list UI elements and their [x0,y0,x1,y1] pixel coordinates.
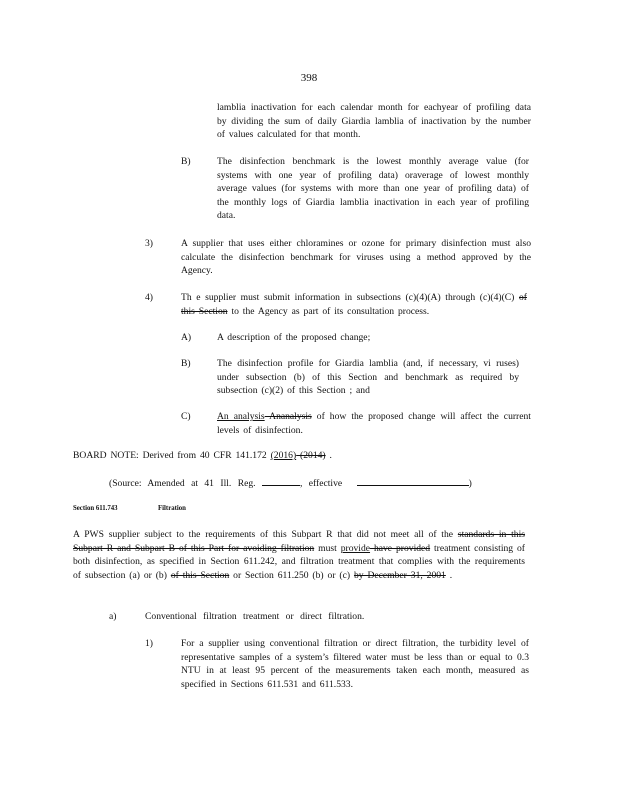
underlined-text: provide [340,542,371,554]
source-note [109,476,529,491]
item-b2-label: B) [181,358,191,369]
item-c-label: C) [181,411,191,422]
para-text: or Section 611.250 (b) or (c) [229,569,354,581]
page-number: 398 [300,72,318,84]
item-3-label: 3) [145,238,153,249]
item-1-label: 1) [145,638,153,649]
item-4-text [181,291,527,318]
section-paragraph [73,528,525,582]
source-text: ) [468,478,472,489]
board-note [73,449,533,463]
struck-text: (2014) [296,450,326,461]
para-text: . [445,569,453,581]
section-number: Section 611.743 [73,505,118,512]
board-note-text: BOARD NOTE: Derived from 40 CFR 141.172 [73,450,271,461]
item-b-label: B) [181,156,191,167]
board-note-text: . [325,450,332,461]
item-c-text [217,410,531,437]
item-4-label: 4) [145,292,153,303]
item-a-label: A) [181,332,192,343]
item-c-text-part: of how the proposed change will affect the current levels of disinfection. [217,411,531,436]
struck-text: Ananalysis [264,411,312,422]
continuation-paragraph: lamblia inactivation for each calendar month for eachyear of profiling data by dividing the sum of daily Giardia lamblia of inactivation by the number of values calculated for that month. [217,102,531,141]
section-title: Filtration [158,505,186,512]
struck-text: by December 31, 2001 [353,569,446,581]
underlined-text: An analysis [217,411,265,422]
para-text: A PWS supplier subject to the requirements of this Subpart R that did not meet all of the [73,529,458,540]
item-a-lower-label: a) [109,611,117,622]
para-text: must [314,542,341,554]
blank-line [357,476,469,486]
item-3-text: A supplier that uses either chloramines or ozone for primary disinfection must also calculate the disinfection benchmark for viruses using a method approved by the Agency. [181,238,531,277]
struck-text: of this Section [181,292,527,317]
item-b2-text: The disinfection profile for Giardia lamblia (and, if necessary, vi ruses) under subsection (b) of this Section and benchmark as required by subsection (c)(2) of this Section ; and [217,358,519,397]
item-1-text: For a supplier using conventional filtration or direct filtration, the turbidity level of representative samples of a system’s filtered water must be less than or equal to 0.3 NTU in at least 95 percent of the measurements taken each month, measured as specified in Sections 611.531 and 611.533. [181,638,529,690]
blank-line [262,476,300,486]
source-text: , effective [299,478,343,489]
struck-text: have provided [370,542,431,554]
item-a-text: A description of the proposed change; [217,332,371,343]
struck-text: standards in this Subpart R and Subpart B of this Part for avoiding filtration [73,529,526,554]
item-b-text: The disinfection benchmark is the lowest monthly average value (for systems with one year of profiling data) oraverage of lowest monthly average values (for systems with more than one year of profiling data) of the monthly logs of Giardia lamblia inactivation in each year of profiling data. [217,156,529,222]
underlined-text: (2016) [270,450,297,461]
item-4-text-part: Th e supplier must submit information in subsections (c)(4)(A) through (c)(4)(C) [181,292,519,303]
item-a-lower-text: Conventional filtration treatment or direct filtration. [145,611,365,622]
source-text: (Source: Amended at 41 Ill. Reg. [109,478,256,489]
para-text: treatment consisting of both disinfection, as specified in Section 611.242, and filtration treatment that complies with the requirements of subsection (a) or (b) [73,542,525,581]
item-4-text-part: to the Agency as part of its consultation process. [227,305,430,317]
struck-text: of this Section [170,569,230,581]
